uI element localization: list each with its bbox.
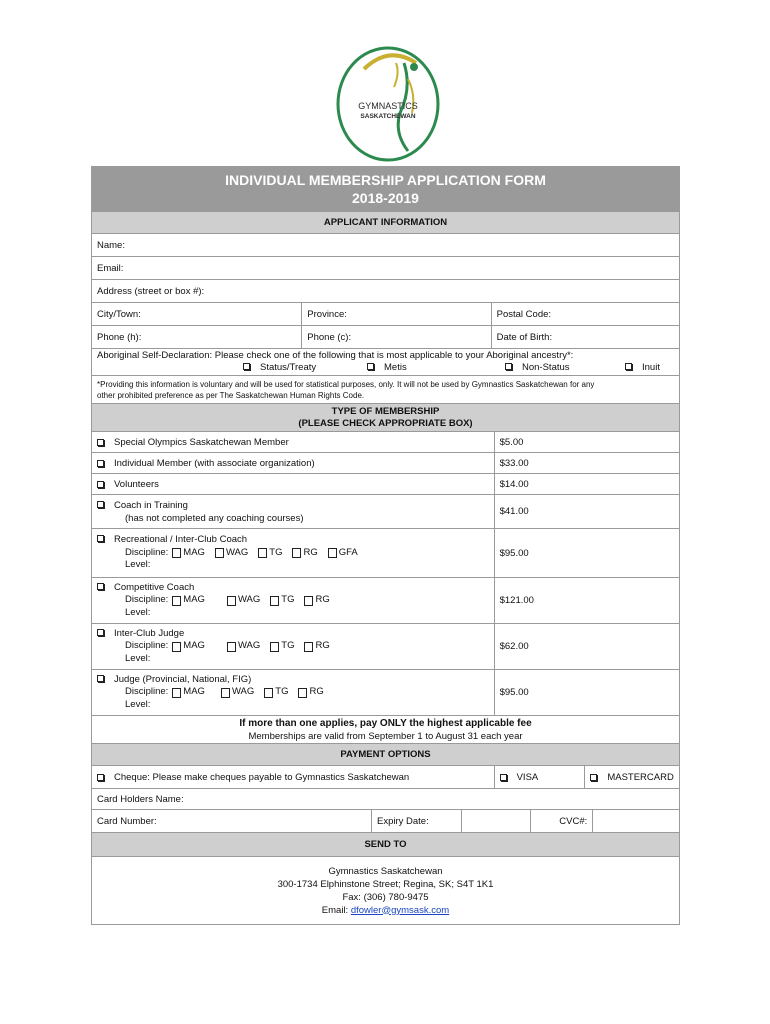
email-field[interactable]: Email: — [97, 262, 124, 274]
fee: $95.00 — [494, 670, 679, 715]
aboriginal-option-non-status[interactable]: Non-Status — [505, 362, 625, 374]
checkbox-icon — [227, 642, 236, 652]
aboriginal-option-inuit[interactable]: Inuit — [625, 362, 660, 374]
discipline-wag[interactable]: WAG — [221, 686, 254, 699]
send-to-section-header: SEND TO — [92, 833, 679, 856]
discipline-tg[interactable]: TG — [270, 594, 294, 607]
membership-item-judge: Judge (Provincial, National, FIG) Discipline: MAG WAG TG RG Level: $95.00 — [92, 669, 679, 715]
fee: $62.00 — [494, 624, 679, 669]
membership-item-competitive-coach: Competitive Coach Discipline: MAG WAG TG RG Level: $121.00 — [92, 577, 679, 623]
checkbox-icon[interactable] — [97, 481, 104, 488]
discipline-wag[interactable]: WAG — [227, 594, 260, 607]
disclaimer-line2: other prohibited preference as per The Saskatchewan Human Rights Code. — [97, 390, 365, 400]
discipline-tg[interactable]: TG — [264, 686, 288, 699]
checkbox-icon[interactable] — [97, 439, 104, 446]
membership-form — [91, 166, 680, 925]
checkbox-icon — [221, 688, 230, 698]
checkbox-icon — [243, 363, 250, 370]
discipline-rg[interactable]: RG — [304, 594, 329, 607]
cvc-field[interactable] — [592, 810, 679, 832]
card-number-field[interactable]: Card Number: — [97, 815, 157, 827]
send-to-email-link[interactable]: dfowler@gymsask.com — [350, 904, 450, 916]
checkbox-icon — [172, 548, 181, 558]
payment-option-cheque[interactable]: Cheque: Please make cheques payable to Gymnastics Saskatchewan — [92, 766, 494, 788]
checkbox-icon — [172, 596, 181, 606]
send-to-fax: Fax: (306) 780-9475 — [342, 891, 429, 903]
aboriginal-declaration: Aboriginal Self-Declaration: Please check one of the following that is most applicable to your Aboriginal ancestry*: — [97, 350, 574, 361]
address-field[interactable]: Address (street or box #): — [97, 285, 205, 297]
checkbox-icon — [215, 548, 224, 558]
checkbox-icon — [304, 596, 313, 606]
expiry-field[interactable] — [461, 810, 531, 832]
membership-section-header: TYPE OF MEMBERSHIP (PLEASE CHECK APPROPRIATE BOX) — [92, 404, 679, 431]
membership-item-individual: Individual Member (with associate organization) $33.00 — [92, 452, 679, 473]
checkbox-icon — [298, 688, 307, 698]
phone-cell-field[interactable]: Phone (c): — [301, 326, 490, 348]
disclaimer-line1: *Providing this information is voluntary and will be used for statistical purposes, only. It will not be used by Gymnastics Saskatchewan for any — [97, 379, 595, 389]
discipline-mag[interactable]: MAG — [172, 547, 205, 560]
form-title-line1: INDIVIDUAL MEMBERSHIP APPLICATION FORM — [225, 172, 546, 188]
discipline-rg[interactable]: RG — [304, 640, 329, 653]
discipline-tg[interactable]: TG — [258, 547, 282, 560]
discipline-wag[interactable]: WAG — [215, 547, 248, 560]
checkbox-icon — [258, 548, 267, 558]
checkbox-icon — [172, 688, 181, 698]
discipline-mag[interactable]: MAG — [172, 594, 205, 607]
checkbox-icon — [227, 596, 236, 606]
cvc-label: CVC#: — [530, 810, 592, 832]
city-field[interactable]: City/Town: — [97, 308, 141, 320]
checkbox-icon — [500, 774, 507, 781]
send-to-org: Gymnastics Saskatchewan — [328, 865, 443, 877]
province-field[interactable]: Province: — [301, 303, 490, 325]
checkbox-icon — [264, 688, 273, 698]
discipline-mag[interactable]: MAG — [172, 686, 205, 699]
checkbox-icon — [97, 774, 104, 781]
fee: $121.00 — [494, 578, 679, 623]
discipline-mag[interactable]: MAG — [172, 640, 205, 653]
checkbox-icon — [292, 548, 301, 558]
checkbox-icon — [367, 363, 374, 370]
discipline-gfa[interactable]: GFA — [328, 547, 358, 560]
checkbox-icon — [328, 548, 337, 558]
checkbox-icon[interactable] — [97, 501, 104, 508]
checkbox-icon[interactable] — [97, 583, 104, 590]
expiry-label: Expiry Date: — [371, 810, 461, 832]
fee: $41.00 — [494, 495, 679, 528]
checkbox-icon[interactable] — [97, 629, 104, 636]
checkbox-icon — [590, 774, 597, 781]
payment-option-visa[interactable]: VISA — [494, 766, 585, 788]
validity-note: Memberships are valid from September 1 to August 31 each year — [248, 730, 523, 742]
checkbox-icon — [270, 596, 279, 606]
name-field[interactable]: Name: — [97, 239, 125, 251]
discipline-tg[interactable]: TG — [270, 640, 294, 653]
payment-option-mastercard[interactable]: MASTERCARD — [584, 766, 679, 788]
form-title — [92, 167, 679, 211]
gymnastics-saskatchewan-logo — [334, 43, 442, 165]
checkbox-icon[interactable] — [97, 460, 104, 467]
checkbox-icon — [270, 642, 279, 652]
fee: $95.00 — [494, 529, 679, 577]
applicant-section-header: APPLICANT INFORMATION — [92, 212, 679, 233]
fee: $33.00 — [494, 453, 679, 473]
discipline-rg[interactable]: RG — [298, 686, 323, 699]
form-title-line2: 2018-2019 — [352, 190, 419, 206]
checkbox-icon — [172, 642, 181, 652]
discipline-wag[interactable]: WAG — [227, 640, 260, 653]
card-holder-field[interactable]: Card Holders Name: — [97, 793, 184, 805]
date-of-birth-field[interactable]: Date of Birth: — [491, 326, 679, 348]
logo-line1: GYMNASTICS — [358, 101, 418, 111]
payment-section-header: PAYMENT OPTIONS — [92, 744, 679, 765]
aboriginal-option-metis[interactable]: Metis — [367, 362, 505, 374]
checkbox-icon[interactable] — [97, 675, 104, 682]
highest-fee-note: If more than one applies, pay ONLY the highest applicable fee — [239, 717, 532, 729]
fee: $14.00 — [494, 474, 679, 494]
checkbox-icon — [625, 363, 632, 370]
membership-item-recreational-coach: Recreational / Inter-Club Coach Discipline: MAG WAG TG RG GFA Level: $95.00 — [92, 528, 679, 577]
membership-item-inter-club-judge: Inter-Club Judge Discipline: MAG WAG TG RG Level: $62.00 — [92, 623, 679, 669]
membership-item-volunteers: Volunteers $14.00 — [92, 473, 679, 494]
discipline-rg[interactable]: RG — [292, 547, 317, 560]
membership-item-coach-in-training: Coach in Training (has not completed any coaching courses) $41.00 — [92, 494, 679, 528]
send-to-address: 300-1734 Elphinstone Street; Regina, SK; S4T 1K1 — [277, 878, 494, 890]
send-to-email-label: Email: — [321, 904, 349, 916]
postal-code-field[interactable]: Postal Code: — [491, 303, 679, 325]
checkbox-icon[interactable] — [97, 535, 104, 542]
logo-line2: SASKATCHEWAN — [360, 113, 416, 120]
checkbox-icon — [505, 363, 512, 370]
phone-home-field[interactable]: Phone (h): — [97, 331, 142, 343]
checkbox-icon — [304, 642, 313, 652]
fee: $5.00 — [494, 432, 679, 452]
aboriginal-option-status[interactable]: Status/Treaty — [243, 362, 367, 374]
membership-item-special-olympics: Special Olympics Saskatchewan Member $5.00 — [92, 431, 679, 452]
